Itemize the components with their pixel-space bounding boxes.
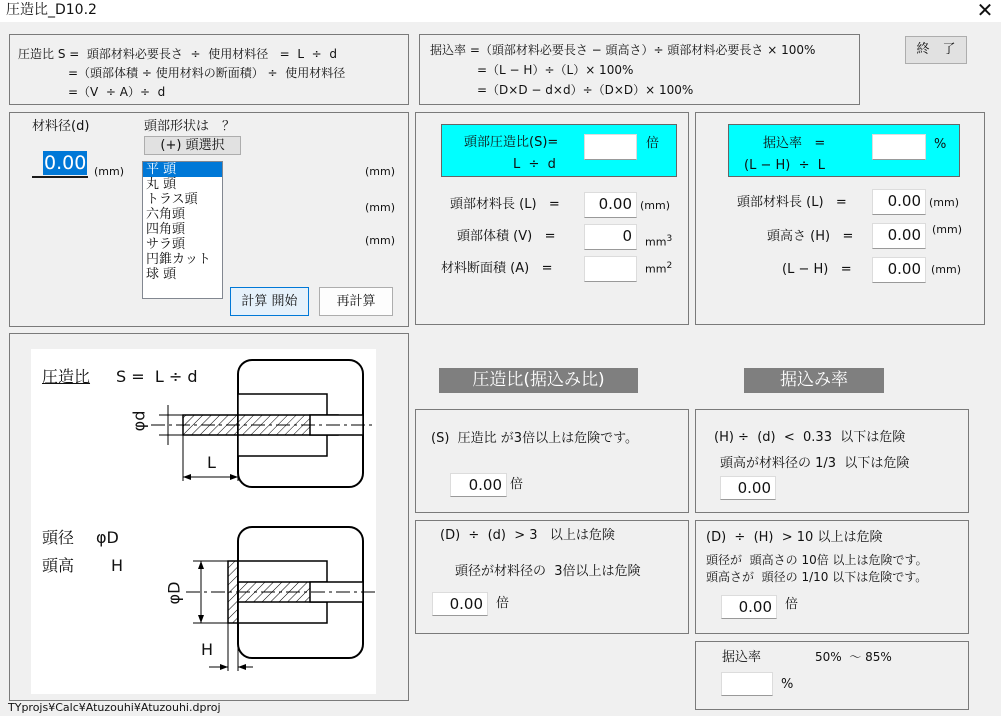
ratio-header-line1: 頭部圧造比(S)= [464,135,559,150]
check-ratio-text: (S) 圧造比 が3倍以上は危険です。 [431,431,639,446]
upset-formula-line-2: =（L − H）÷（L）× 100% [477,63,634,77]
check-hd-field[interactable]: 0.00 [720,476,776,500]
list-item[interactable]: トラス頭 [146,192,198,207]
L-dimension-label: L [207,453,216,472]
upset-length-unit: (mm) [929,196,960,209]
check-dh-field[interactable]: 0.00 [721,595,777,619]
check-dd-field[interactable]: 0.00 [432,592,488,616]
list-item[interactable]: サラ頭 [146,237,186,252]
check-dh-line3: 頭高さが 頭径の 1/10 以下は危険です。 [706,570,928,584]
title-bar [0,0,1001,22]
list-item[interactable]: 六角頭 [146,207,186,222]
head-shape-list[interactable] [142,161,223,299]
upset-formula-line-3: =（D×D − d×d）÷（D×D）× 100% [477,83,694,97]
head-height-text: 頭高 [42,556,75,575]
check-ratio-field[interactable]: 0.00 [450,473,507,497]
upset-rate-range: 50% ～ 85% [815,650,892,664]
upset-rate-field[interactable] [721,672,773,696]
window-title: 圧造比_D10.2 [6,2,97,18]
compression-ratio-label: 圧造比 [42,367,91,386]
head-volume-unit: $mm^3$ [645,234,673,249]
check-hd-line1: (H) ÷ (d) < 0.33 以下は危険 [714,430,906,445]
head-height-label: 頭高さ (H) = [767,229,854,244]
head-volume-label: 頭部体積 (V) = [457,229,556,244]
formula-line-3: =（V ÷ A）÷ d [68,85,166,99]
head-length-label: 頭部材料長 (L) = [450,197,560,212]
unit-label: (mm) [365,234,396,247]
diff-label: (L − H) = [782,262,852,277]
check-ratio-unit: 倍 [510,477,524,492]
calc-start-button[interactable]: 計算 開始 [230,287,309,316]
check-dd-line2: 頭径が材料径の 3倍以上は危険 [455,564,641,579]
material-diameter-label: 材料径(d) [32,119,90,134]
unit-label: (mm) [365,165,396,178]
check-ratio-panel [415,409,689,513]
list-item[interactable]: 平 頭 [143,162,222,177]
diameter-unit: (mm) [94,165,125,178]
list-item[interactable]: 球 頭 [146,267,177,282]
list-item[interactable]: 円錐カット [146,252,211,267]
formula-line-1: 圧造比 S = 頭部材料必要長さ ÷ 使用材料径 = L ÷ d [18,47,337,61]
check-hd-line2: 頭高が材料径の 1/3 以下は危険 [720,456,910,471]
upset-rate-label: 据込率 [722,650,762,665]
area-label: 材料断面積 (A) = [441,261,553,276]
check-dh-line1: (D) ÷ (H) > 10 以上は危険 [706,530,883,545]
material-diameter-input[interactable] [32,150,88,178]
ratio-unit: 倍 [646,136,660,151]
upset-unit: % [934,137,947,152]
head-volume-field[interactable]: 0 [584,224,637,250]
formula-line-2: =（頭部体積 ÷ 使用材料の断面積） ÷ 使用材料径 [68,66,346,80]
upset-rate-unit: % [781,677,794,692]
forging-diagram [31,349,376,694]
upset-header-line2: (L − H) ÷ L [744,158,825,173]
close-icon[interactable]: ✕ [976,0,994,22]
head-height-symbol: H [111,556,124,575]
H-dimension-label: H [201,640,214,659]
head-length-unit: (mm) [640,199,671,212]
head-shape-label: 頭部形状は ？ [144,119,236,134]
upset-result-field[interactable] [872,134,926,160]
unit-label: (mm) [365,201,396,214]
ratio-header-line2: L ÷ d [513,157,556,172]
section-header-ratio: 圧造比(据込み比) [439,368,638,393]
recalc-button[interactable]: 再計算 [319,287,393,316]
check-dd-line1: (D) ÷ (d) > 3 以上は危険 [440,528,615,543]
compression-formula: S = L ÷ d [116,367,198,386]
status-path: TYprojs¥Calc¥Atuzouhi¥Atuzouhi.dproj [8,701,221,714]
upset-formula-line-1: 据込率 =（頭部材料必要長さ − 頭高さ）÷ 頭部材料必要長さ × 100% [430,43,816,57]
head-height-field[interactable]: 0.00 [872,223,926,249]
head-diameter-symbol: φD [96,528,119,547]
ratio-result-field[interactable] [584,134,637,160]
area-field[interactable] [584,256,637,282]
list-item[interactable]: 丸 頭 [146,177,177,192]
upset-header-line1: 据込率 = [763,136,826,151]
head-select-button[interactable]: (+) 頭選択 [144,136,241,155]
upset-length-field[interactable]: 0.00 [872,189,926,215]
d-dimension-label: φd [129,410,149,432]
D-dimension-label: φD [164,581,184,605]
material-diameter-value: 0.00 [44,152,87,174]
check-dd-unit: 倍 [496,596,510,611]
section-header-upset: 据込み率 [744,368,884,393]
head-length-field[interactable]: 0.00 [584,192,637,218]
list-item[interactable]: 四角頭 [146,222,186,237]
area-unit: $mm^2$ [645,261,673,276]
head-height-unit: (mm) [932,223,963,236]
diff-unit: (mm) [931,263,962,276]
check-dh-unit: 倍 [785,597,799,612]
check-dh-line2: 頭径が 頭高さの 10倍 以上は危険です。 [706,553,928,567]
upset-length-label: 頭部材料長 (L) = [737,195,847,210]
head-diameter-label: 頭径 [42,528,75,547]
end-button[interactable]: 終 了 [905,36,967,64]
diff-field[interactable]: 0.00 [872,257,926,283]
